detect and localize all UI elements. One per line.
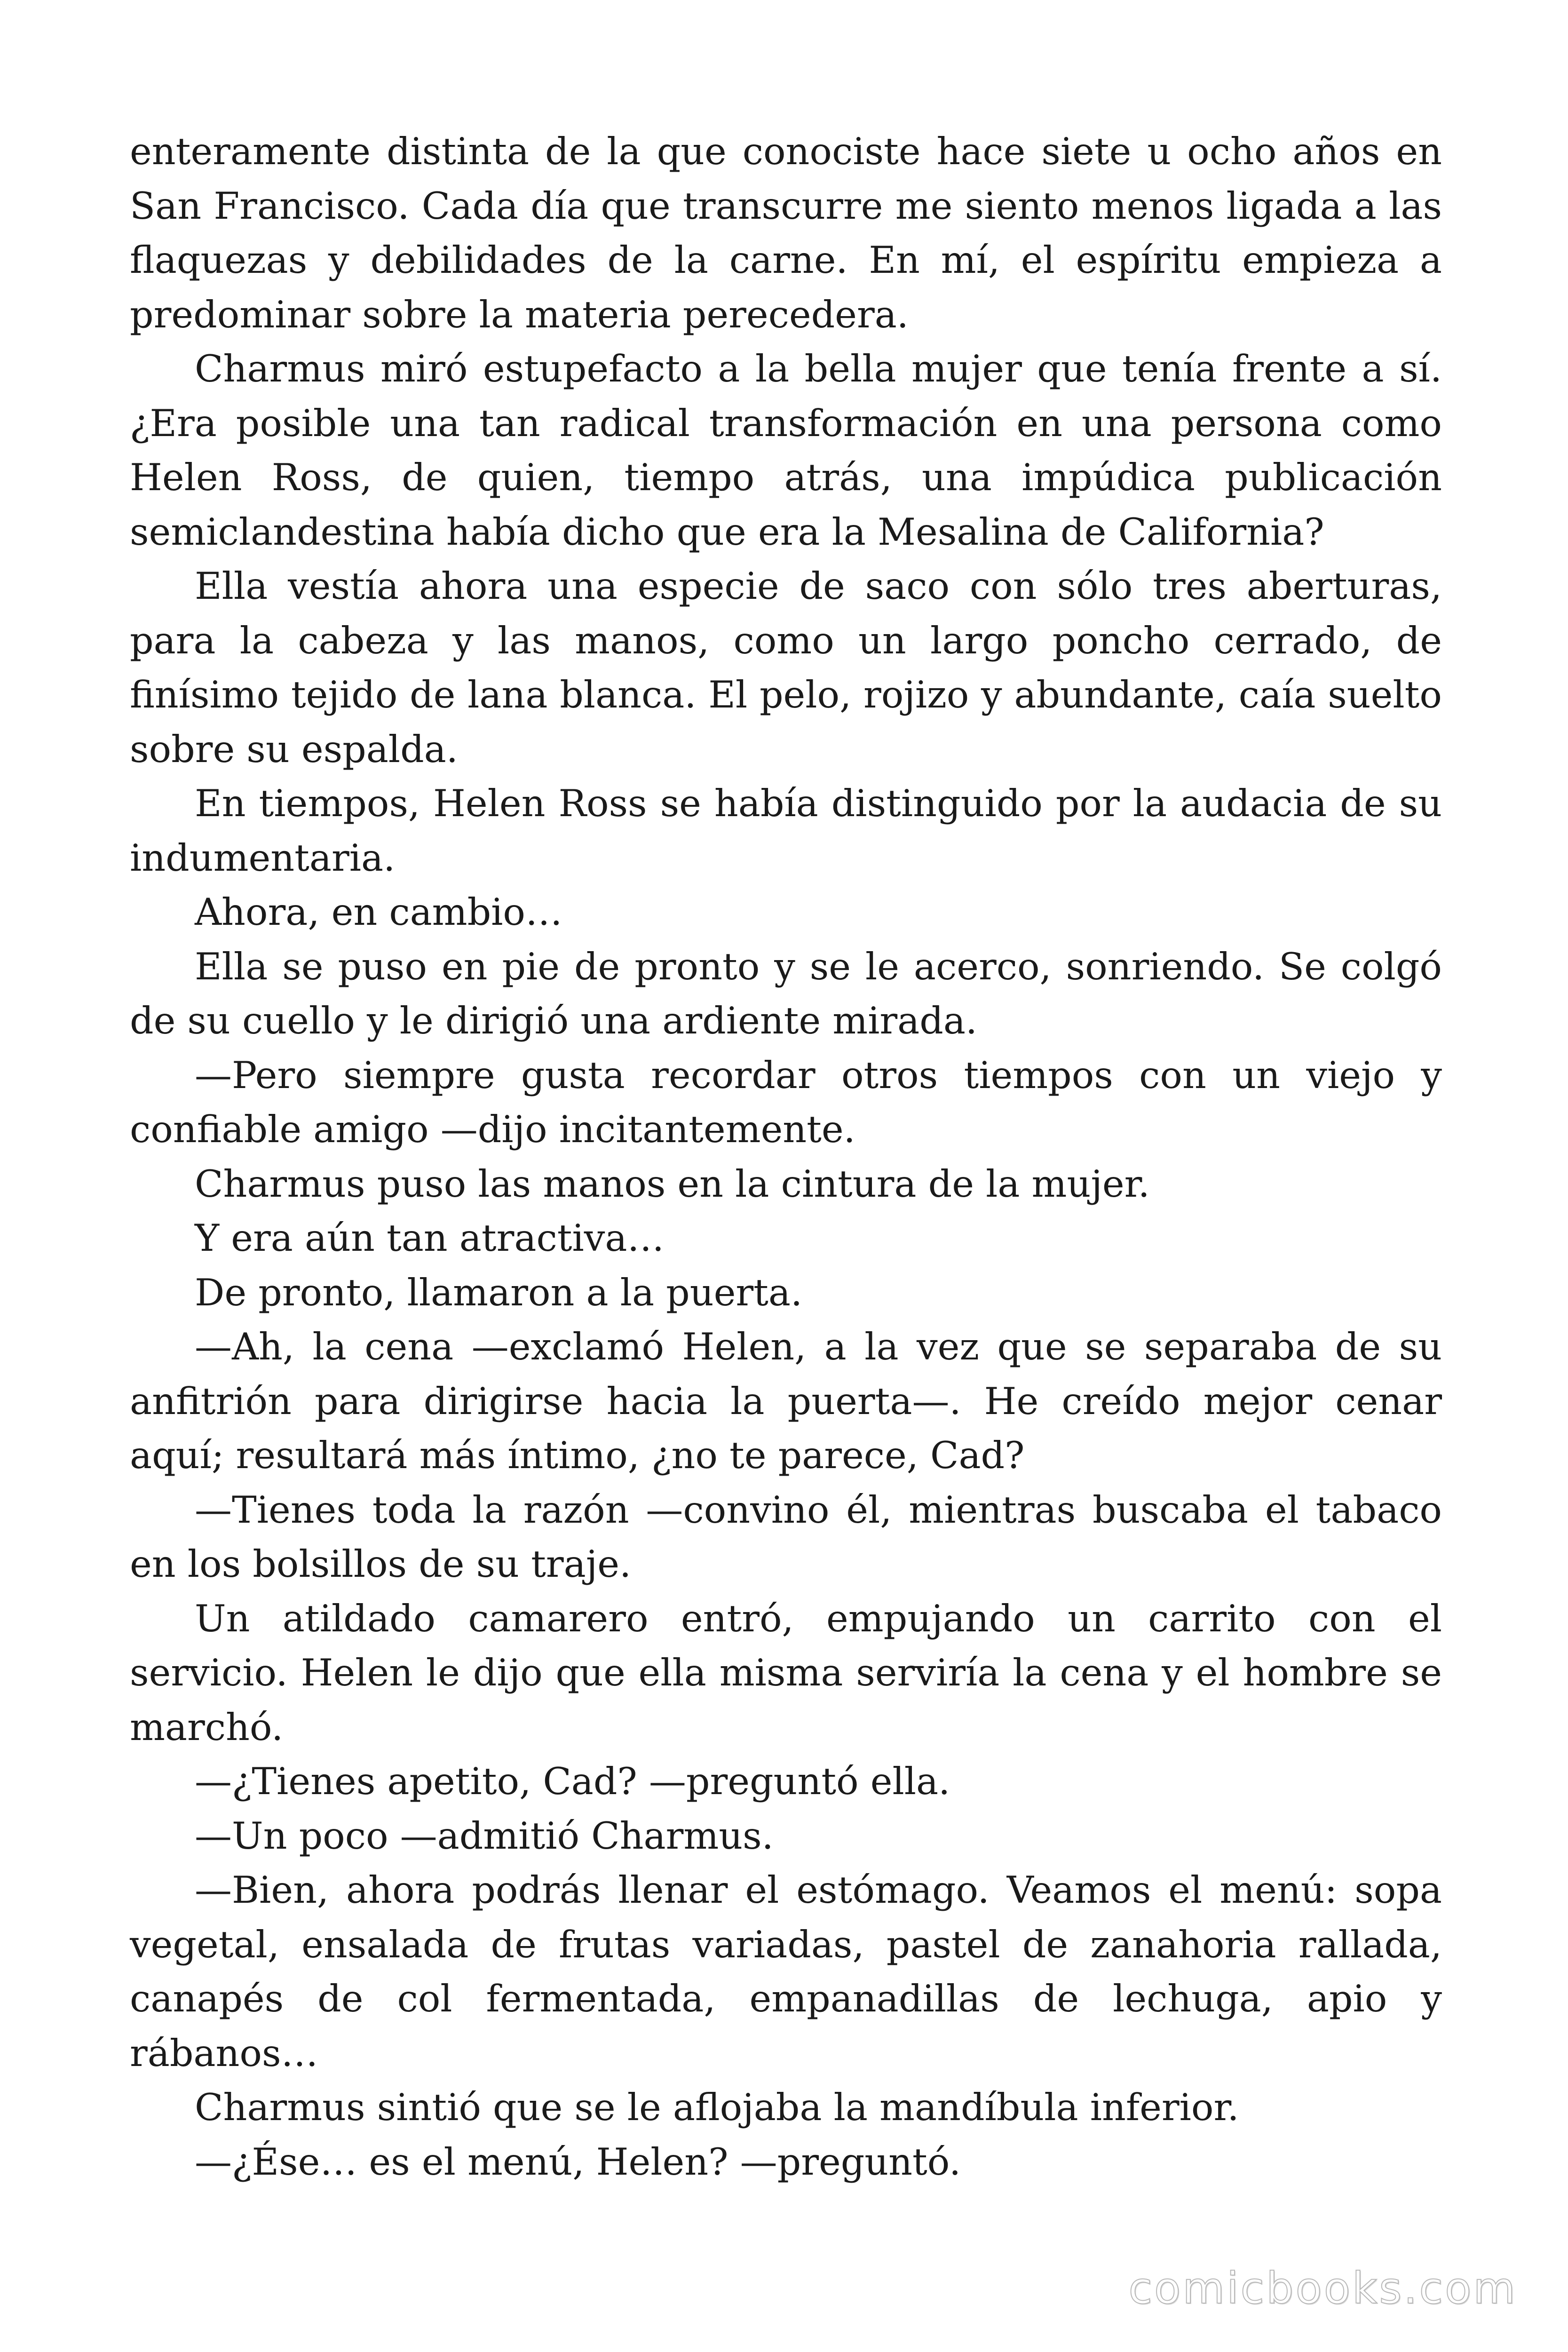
- paragraph: —Pero siempre gusta recordar otros tiempos con un viejo y confiable amigo —dijo incitantemente.: [130, 1053, 1442, 1151]
- body-text: [130, 125, 1442, 2189]
- paragraph: —Ah, la cena —exclamó Helen, a la vez que se separaba de su anfitrión para dirigirse hacia la puerta—. He creído mejor cenar aquí; resultará más íntimo, ¿no te parece, Cad?: [130, 1325, 1442, 1477]
- paragraph: Ahora, en cambio…: [195, 890, 562, 934]
- paragraph: Charmus puso las manos en la cintura de la mujer.: [195, 1162, 1150, 1206]
- paragraph: —Tienes toda la razón —convino él, mientras buscaba el tabaco en los bolsillos de su traje.: [130, 1488, 1442, 1586]
- paragraph: En tiempos, Helen Ross se había distinguido por la audacia de su indumentaria.: [130, 782, 1442, 880]
- paragraph: De pronto, llamaron a la puerta.: [195, 1271, 803, 1314]
- paragraph: —Bien, ahora podrás llenar el estómago. Veamos el menú: sopa vegetal, ensalada de frutas variadas, pastel de zanahoria rallada, canapés de col fermentada, empanadillas de lechuga, apio y rábanos…: [130, 1868, 1442, 2075]
- paragraph: Charmus miró estupefacto a la bella mujer que tenía frente a sí. ¿Era posible una tan radical transformación en una persona como Helen Ross, de quien, tiempo atrás, una impúdica publicación semiclandestina había dicho que era la Mesalina de California?: [130, 347, 1442, 554]
- paragraph: Ella vestía ahora una especie de saco con sólo tres aberturas, para la cabeza y las manos, como un largo poncho cerrado, de finísimo tejido de lana blanca. El pelo, rojizo y abundante, caía suelto sobre su espalda.: [130, 564, 1442, 771]
- paragraph: enteramente distinta de la que conociste hace siete u ocho años en San Francisco. Cada día que transcurre me siento menos ligada a las flaquezas y debilidades de la carne. En mí, el espíritu empieza a predominar sobre la materia perecedera.: [130, 130, 1442, 336]
- paragraph: Un atildado camarero entró, empujando un carrito con el servicio. Helen le dijo que ella misma serviría la cena y el hombre se marchó.: [130, 1597, 1442, 1749]
- paragraph: —¿Ése… es el menú, Helen? —preguntó.: [195, 2140, 961, 2184]
- paragraph: —Un poco —admitió Charmus.: [195, 1814, 774, 1858]
- paragraph: Charmus sintió que se le aflojaba la mandíbula inferior.: [195, 2086, 1239, 2129]
- watermark: comicbooks.com: [1128, 2263, 1517, 2313]
- paragraph: Y era aún tan atractiva…: [195, 1216, 665, 1260]
- paragraph: Ella se puso en pie de pronto y se le acerco, sonriendo. Se colgó de su cuello y le dirigió una ardiente mirada.: [130, 945, 1442, 1042]
- paragraph: —¿Tienes apetito, Cad? —preguntó ella.: [195, 1760, 950, 1803]
